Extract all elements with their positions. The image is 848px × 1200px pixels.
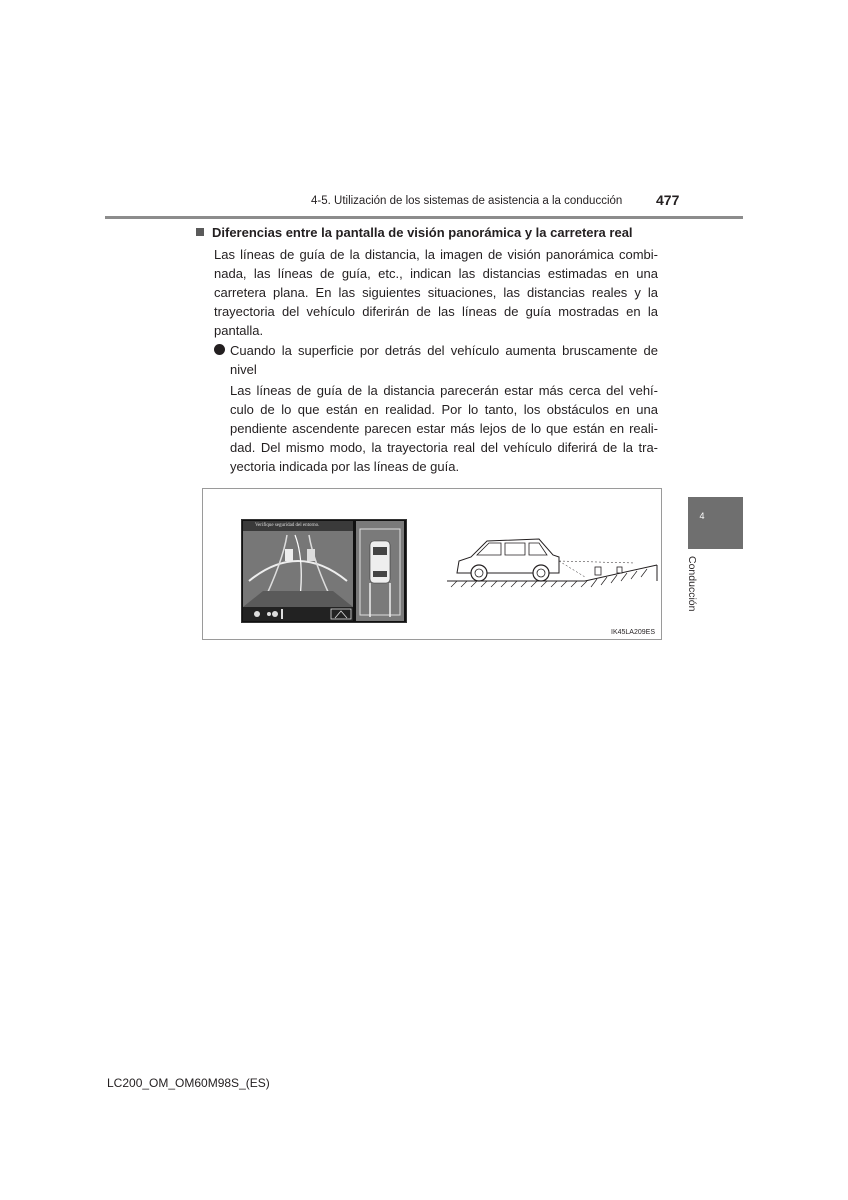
rear-camera-view (243, 521, 353, 607)
camera-toolbar (243, 607, 353, 621)
vehicle-on-slope-illustration (447, 533, 661, 599)
camera-message: Verifique seguridad del entorno. (243, 521, 353, 531)
page-number: 477 (656, 192, 680, 208)
chapter-tab (688, 497, 743, 549)
round-bullet-icon (214, 344, 225, 355)
top-view-panel (356, 521, 404, 621)
figure-code: IK45LA209ES (611, 629, 655, 636)
footer-document-code: LC200_OM_OM60M98S_(ES) (107, 1076, 270, 1090)
square-bullet-icon (196, 228, 204, 236)
illustration-figure (202, 488, 662, 640)
subsection-heading (196, 225, 633, 240)
body-paragraph-1: Las líneas de guía de la distancia, la imagen de visión panorámica combi-nada, las líneas de guía, etc., indican las distancias estimadas en una carretera plana. En las siguientes situaciones, las distancias reales y la trayectoria del vehículo diferirán de las líneas de guía mostradas en la pantalla. (214, 247, 658, 338)
bullet-text: Cuando la superficie por detrás del vehículo aumenta bruscamente de nivel (230, 343, 658, 377)
bullet-item (214, 341, 658, 379)
chapter-name: Conducción (686, 556, 698, 612)
chapter-name-label (686, 556, 716, 636)
camera-guide-lines (243, 521, 353, 607)
section-title: 4-5. Utilización de los sistemas de asistencia a la conducción (311, 195, 623, 207)
body-paragraph-2: Las líneas de guía de la distancia parecerán estar más cerca del vehí-culo de lo que están en realidad. Por lo tanto, los obstáculos en una pendiente ascendente parecen estar más lejos de lo que están en reali-dad. Del mismo modo, la trayectoria real del vehículo diferirá de la tra-yectoria indicada por las líneas de guía. (230, 383, 658, 474)
chapter-number: 4 (699, 511, 705, 521)
monitor-screen (241, 519, 407, 623)
heading-text: Diferencias entre la pantalla de visión panorámica y la carretera real (212, 225, 633, 240)
header-rule (105, 216, 743, 219)
